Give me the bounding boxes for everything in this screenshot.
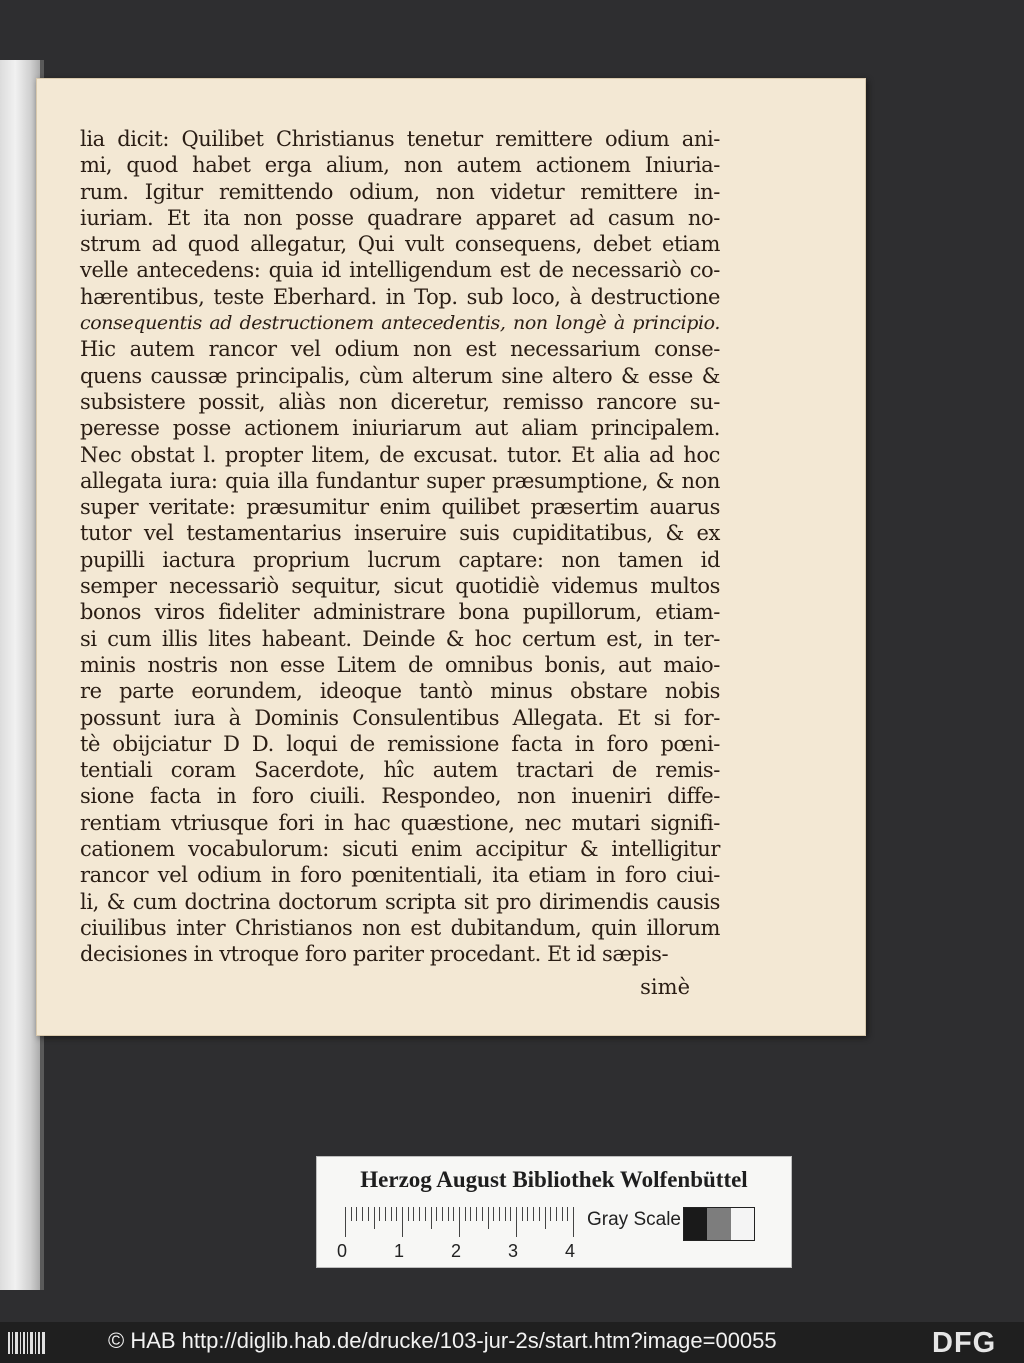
ruler-tick: [391, 1207, 392, 1221]
ruler-tick: [465, 1207, 466, 1221]
dfg-logo: DFG: [932, 1327, 997, 1359]
ruler-tick: [550, 1207, 551, 1221]
text-line: allegata iura: quia illa fundantur super præsumptione, & non: [80, 468, 720, 493]
ruler-tick: [419, 1207, 420, 1221]
gray-swatch: [684, 1208, 707, 1240]
text-line: rancor vel odium in foro pœnitentiali, ita etiam in foro ciui-: [80, 863, 720, 888]
text-line: velle antecedens: quia id intelligendum est de necessariò co-: [80, 258, 720, 283]
ruler-tick: [562, 1207, 563, 1221]
scale-ruler: [345, 1207, 585, 1237]
gray-swatch: [707, 1208, 730, 1240]
text-line: sione facta in foro ciuili. Respondeo, non inueniri diffe-: [80, 784, 720, 809]
text-line: subsistere possit, aliàs non diceretur, remisso rancore su-: [80, 389, 720, 414]
ruler-tick: [356, 1207, 357, 1221]
ruler-tick: [493, 1207, 494, 1221]
text-line: semper necessariò sequitur, sicut quotidiè videmus multos: [80, 574, 720, 599]
ruler-tick: [396, 1207, 397, 1221]
ruler-tick: [425, 1207, 426, 1221]
text-line: tentiali coram Sacerdote, hîc autem tractari de remis-: [80, 758, 720, 783]
text-line: rentiam vtriusque fori in hac quæstione, nec mutari signifi-: [80, 810, 720, 835]
gray-scale-swatches: [683, 1207, 755, 1241]
text-line: iuriam. Et ita non posse quadrare apparet ad casum no-: [80, 205, 720, 230]
text-line: pupilli iactura proprium lucrum captare: non tamen id: [80, 547, 720, 572]
ruler-tick: [516, 1207, 517, 1237]
ruler-tick: [442, 1207, 443, 1221]
ruler-tick: [505, 1207, 506, 1221]
text-line: ciuilibus inter Christianos non est dubitandum, quin illorum: [80, 915, 720, 940]
text-line: strum ad quod allegatur, Qui vult consequens, debet etiam: [80, 232, 720, 257]
text-line: Hic autem rancor vel odium non est necessarium conse-: [80, 337, 720, 362]
gray-swatch: [731, 1208, 754, 1240]
book-page: [36, 78, 866, 1036]
ruler-tick: [351, 1207, 352, 1221]
scale-number: 4: [565, 1241, 576, 1261]
ruler-tick: [431, 1207, 432, 1229]
ruler-tick: [436, 1207, 437, 1221]
text-line: possunt iura à Dominis Consulentibus Allegata. Et si for-: [80, 705, 720, 730]
text-line: hærentibus, teste Eberhard. in Top. sub loco, à destructione: [80, 284, 720, 309]
text-line: si cum illis lites habeant. Deinde & hoc certum est, in ter-: [80, 626, 720, 651]
barcode-icon: [8, 1330, 46, 1356]
scale-number: 1: [394, 1241, 405, 1261]
footer-bar: [0, 1322, 1024, 1363]
text-line-italic: consequentis ad destructionem antecedentis, non longè à principio.: [80, 312, 720, 335]
text-line: bonos viros fideliter administrare bona pupillorum, etiam-: [80, 600, 720, 625]
ruler-tick: [345, 1207, 346, 1237]
ruler-tick: [539, 1207, 540, 1221]
scale-numbers: [337, 1241, 597, 1263]
text-line: re parte eorundem, ideoque tantò minus obstare nobis: [80, 679, 720, 704]
ruler-tick: [379, 1207, 380, 1221]
ruler-tick: [470, 1207, 471, 1221]
text-line: minis nostris non esse Litem de omnibus bonis, aut maio-: [80, 652, 720, 677]
scale-number: 3: [508, 1241, 519, 1261]
ruler-tick: [488, 1207, 489, 1229]
ruler-tick: [556, 1207, 557, 1221]
ruler-tick: [567, 1207, 568, 1221]
scale-number: 0: [337, 1241, 348, 1261]
ruler-tick: [368, 1207, 369, 1221]
ruler-tick: [533, 1207, 534, 1221]
ruler-tick: [413, 1207, 414, 1221]
text-line: Nec obstat l. propter litem, de excusat. tutor. Et alia ad hoc: [80, 442, 720, 467]
text-line: quens caussæ principalis, cùm alterum sine altero & esse &: [80, 363, 720, 388]
ruler-tick: [362, 1207, 363, 1221]
text-line: tè obijciatur D D. loqui de remissione facta in foro pœni-: [80, 731, 720, 756]
ruler-tick: [374, 1207, 375, 1229]
ruler-tick: [476, 1207, 477, 1221]
text-line: cationem vocabulorum: sicuti enim accipitur & intelligitur: [80, 837, 720, 862]
page-text: [80, 126, 720, 968]
ruler-tick: [573, 1207, 574, 1237]
text-line: peresse posse actionem iniuriarum aut aliam principalem.: [80, 416, 720, 441]
ruler-tick: [527, 1207, 528, 1221]
ruler-tick: [482, 1207, 483, 1221]
ruler-tick: [402, 1207, 403, 1237]
text-line: rum. Igitur remittendo odium, non videtur remittere in-: [80, 179, 720, 204]
color-scale-card: [316, 1156, 792, 1268]
card-title: Herzog August Bibliothek Wolfenbüttel: [360, 1167, 748, 1192]
text-line: super veritate: præsumitur enim quilibet præsertim auarus: [80, 495, 720, 520]
text-line: lia dicit: Quilibet Christianus tenetur remittere odium ani-: [80, 127, 720, 151]
ruler-tick: [545, 1207, 546, 1229]
catchword: simè: [640, 975, 690, 999]
ruler-tick: [448, 1207, 449, 1221]
ruler-tick: [459, 1207, 460, 1237]
gray-scale-label: Gray Scale: [587, 1209, 681, 1230]
copyright-url: © HAB http://diglib.hab.de/drucke/103-jur-2s/start.htm?image=00055: [108, 1328, 777, 1353]
ruler-tick: [453, 1207, 454, 1221]
text-line: decisiones in vtroque foro pariter procedant. Et id sæpis-: [80, 942, 669, 967]
ruler-tick: [408, 1207, 409, 1221]
text-line: tutor vel testamentarius inseruire suis cupiditatibus, & ex: [80, 521, 720, 546]
text-line: mi, quod habet erga alium, non autem actionem Iniuria-: [80, 153, 720, 178]
text-line: li, & cum doctrina doctorum scripta sit pro dirimendis causis: [80, 889, 720, 914]
scale-number: 2: [451, 1241, 462, 1261]
ruler-tick: [499, 1207, 500, 1221]
ruler-tick: [385, 1207, 386, 1221]
ruler-tick: [510, 1207, 511, 1221]
ruler-tick: [522, 1207, 523, 1221]
